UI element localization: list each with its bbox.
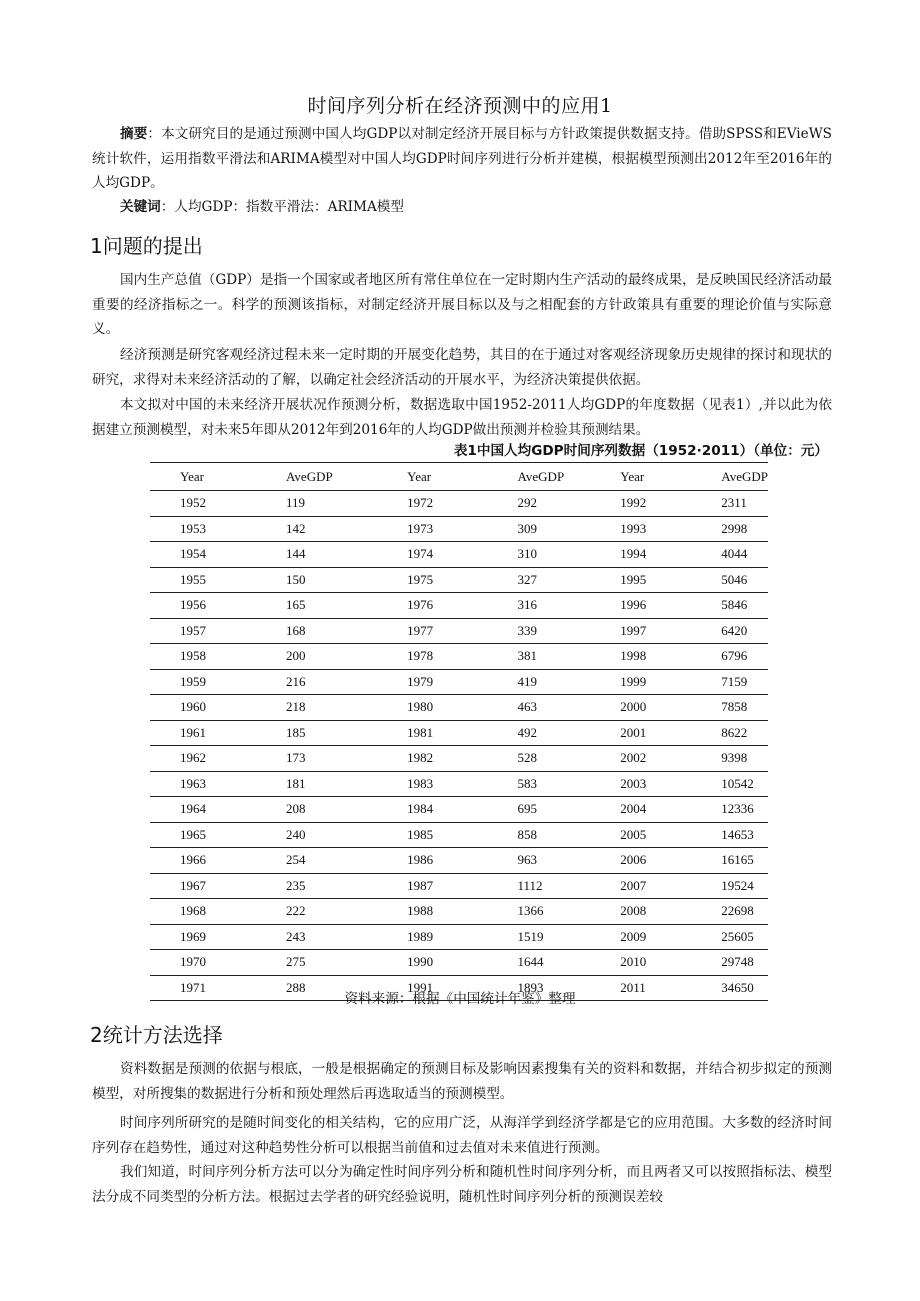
table-row [150,516,768,542]
gdp-cell: 222 [286,903,306,919]
table-header-row [150,463,768,491]
gdp-cell: 240 [286,826,306,842]
table-body [150,491,768,1001]
abstract [92,122,832,196]
gdp-cell: 463 [517,699,537,715]
gdp-cell: 1112 [517,877,543,893]
gdp-cell: 1366 [517,903,544,919]
gdp-cell: 10542 [721,775,754,791]
year-cell: 2005 [620,826,647,842]
gdp-cell: 14653 [721,826,754,842]
gdp-cell: 292 [517,495,537,511]
year-cell: 2001 [620,724,647,740]
table-row [150,848,768,874]
section-1-heading: 1问题的提出 [90,234,203,258]
year-cell: 1973 [407,520,434,536]
year-cell: 1991 [407,979,434,995]
year-cell: 1952 [180,495,206,511]
table-source-note: 资料来源：根据《中国统计年鉴》整理 [344,991,576,1007]
keywords-label: 关键词 [120,199,161,215]
table-row [150,746,768,772]
year-cell: 1995 [620,571,647,587]
gdp-cell: 12336 [721,801,754,817]
table-row [150,720,768,746]
gdp-cell: 119 [286,495,306,511]
year-cell: 1964 [180,801,206,817]
year-cell: 1976 [407,597,434,613]
year-cell: 1984 [407,801,434,817]
gdp-cell: 144 [286,546,306,562]
section-2-heading: 2统计方法选择 [90,1023,223,1047]
year-cell: 1978 [407,648,434,664]
gdp-cell: 9398 [721,750,748,766]
year-cell: 1957 [180,622,206,638]
table-row [150,950,768,976]
year-cell: 1969 [180,928,206,944]
year-cell: 1979 [407,673,434,689]
gdp-cell: 218 [286,699,306,715]
gdp-cell: 150 [286,571,306,587]
gdp-cell: 254 [286,852,306,868]
gdp-cell: 1893 [517,979,544,995]
year-cell: 2006 [620,852,647,868]
section-1-paragraph-1: 国内生产总值（GDP）是指一个国家或者地区所有常住单位在一定时期内生产活动的最终成果，是反映国民经济活动最重要的经济指标之一。科学的预测该指标，对制定经济开展目标以及与之相配套的方针政策具有重要的理论价值与实际意义。 [92,272,832,337]
table-row [150,618,768,644]
year-cell: 2009 [620,928,647,944]
year-cell: 1998 [620,648,647,664]
year-cell: 1997 [620,622,647,638]
year-cell: 1967 [180,877,206,893]
abstract-text: ：本文研究目的是通过预测中国人均GDP以对制定经济开展目标与方针政策提供数据支持。借助SPSS和EVieWS统计软件，运用指数平滑法和ARIMA模型对中国人均GDP时间序列进行分析并建模，根据模型预测出2012年至2016年的人均GDP。 [92,126,832,191]
paper-title: 时间序列分析在经济预测中的应用1 [307,95,613,117]
table-caption: 表1中国人均GDP时间序列数据（1952·2011）（单位：元） [453,443,828,459]
year-cell: 1993 [620,520,647,536]
keywords [92,195,832,220]
column-header: AveGDP [517,468,565,484]
year-cell: 2003 [620,775,647,791]
gdp-cell: 339 [517,622,537,638]
gdp-cell: 583 [517,775,537,791]
gdp-cell: 492 [517,724,537,740]
gdp-cell: 310 [517,546,537,562]
year-cell: 1960 [180,699,206,715]
gdp-cell: 16165 [721,852,754,868]
gdp-cell: 19524 [721,877,754,893]
gdp-cell: 22698 [721,903,754,919]
gdp-cell: 243 [286,928,306,944]
year-cell: 1999 [620,673,647,689]
year-cell: 1981 [407,724,434,740]
year-cell: 1989 [407,928,434,944]
section-2-paragraph-2: 时间序列所研究的是随时间变化的相关结构，它的应用广泛，从海洋学到经济学都是它的应用范围。大多数的经济时间序列存在趋势性，通过对这种趋势性分析可以根据当前值和过去值对未来值进行预测。 [92,1115,832,1156]
abstract-label: 摘要 [120,126,148,142]
gdp-cell: 381 [517,648,537,664]
gdp-cell: 7858 [721,699,748,715]
table-row [150,669,768,695]
section-1-paragraph-3: 本文拟对中国的未来经济开展状况作预测分析，数据选取中国1952-2011人均GDP的年度数据（见表1）,并以此为依据建立预测模型，对未来5年即从2012年到2016年的人均GDP做出预测并检验其预测结果。 [92,397,832,438]
gdp-cell: 288 [286,979,306,995]
section-2-paragraph-3: 我们知道，时间序列分析方法可以分为确定性时间序列分析和随机性时间序列分析，而且两者又可以按照指标法、模型法分成不同类型的分析方法。根据过去学者的研究经验说明，随机性时间序列分析的预测误差较 [92,1164,832,1205]
year-cell: 1980 [407,699,434,715]
year-cell: 1968 [180,903,206,919]
year-cell: 1992 [620,495,647,511]
gdp-cell: 25605 [721,928,754,944]
table-row [150,899,768,925]
table-row [150,593,768,619]
year-cell: 1990 [407,954,434,970]
gdp-cell: 173 [286,750,306,766]
gdp-cell: 858 [517,826,537,842]
year-cell: 2011 [620,979,646,995]
year-cell: 2010 [620,954,647,970]
table-row [150,873,768,899]
table-row [150,924,768,950]
table-row [150,797,768,823]
table-row [150,644,768,670]
gdp-cell: 275 [286,954,306,970]
section-1-paragraph-2: 经济预测是研究客观经济过程未来一定时期的开展变化趋势，其目的在于通过对客观经济现象历史规律的探讨和现状的研究，求得对未来经济活动的了解，以确定社会经济活动的开展水平，为经济决策提供依据。 [92,347,832,388]
table-row [150,491,768,517]
gdp-cell: 419 [517,673,537,689]
gdp-cell: 6796 [721,648,748,664]
year-cell: 2008 [620,903,647,919]
year-cell: 1983 [407,775,434,791]
year-cell: 2004 [620,801,647,817]
year-cell: 1972 [407,495,434,511]
year-cell: 1971 [180,979,206,995]
gdp-cell: 235 [286,877,306,893]
year-cell: 1966 [180,852,206,868]
year-cell: 1987 [407,877,434,893]
year-cell: 1974 [407,546,434,562]
year-cell: 2000 [620,699,647,715]
gdp-table [150,462,768,1001]
year-cell: 1954 [180,546,206,562]
year-cell: 1961 [180,724,206,740]
gdp-cell: 34650 [721,979,754,995]
gdp-cell: 327 [517,571,537,587]
gdp-cell: 142 [286,520,306,536]
year-cell: 2007 [620,877,647,893]
gdp-cell: 181 [286,775,306,791]
gdp-cell: 695 [517,801,537,817]
gdp-cell: 2311 [721,495,747,511]
year-cell: 1986 [407,852,434,868]
gdp-cell: 165 [286,597,306,613]
gdp-cell: 1519 [517,928,544,944]
gdp-cell: 6420 [721,622,748,638]
year-cell: 1996 [620,597,647,613]
year-cell: 1970 [180,954,206,970]
gdp-cell: 216 [286,673,306,689]
table-row [150,822,768,848]
gdp-cell: 1644 [517,954,544,970]
gdp-cell: 5846 [721,597,748,613]
year-cell: 1953 [180,520,206,536]
year-cell: 1985 [407,826,434,842]
year-cell: 2002 [620,750,647,766]
column-header: AveGDP [721,468,768,484]
year-cell: 1958 [180,648,206,664]
gdp-cell: 316 [517,597,537,613]
year-cell: 1977 [407,622,434,638]
gdp-cell: 168 [286,622,306,638]
gdp-cell: 528 [517,750,537,766]
year-cell: 1962 [180,750,206,766]
table-row [150,567,768,593]
gdp-cell: 208 [286,801,306,817]
gdp-cell: 7159 [721,673,748,689]
gdp-cell: 2998 [721,520,748,536]
column-header: Year [180,468,204,484]
year-cell: 1982 [407,750,434,766]
year-cell: 1965 [180,826,206,842]
gdp-cell: 4044 [721,546,748,562]
year-cell: 1955 [180,571,206,587]
gdp-cell: 8622 [721,724,748,740]
gdp-cell: 185 [286,724,306,740]
table-row [150,771,768,797]
year-cell: 1994 [620,546,647,562]
column-header: AveGDP [286,468,333,484]
gdp-table-container [150,462,768,1001]
gdp-cell: 963 [517,852,537,868]
gdp-cell: 5046 [721,571,748,587]
gdp-cell: 200 [286,648,306,664]
section-2-paragraph-1: 资料数据是预测的依据与根底，一般是根据确定的预测目标及影响因素搜集有关的资料和数据，并结合初步拟定的预测模型，对所搜集的数据进行分析和预处理然后再选取适当的预测模型。 [92,1061,832,1102]
year-cell: 1988 [407,903,434,919]
year-cell: 1963 [180,775,206,791]
year-cell: 1956 [180,597,206,613]
year-cell: 1975 [407,571,434,587]
gdp-cell: 309 [517,520,537,536]
column-header: Year [620,468,645,484]
keywords-text: ：人均GDP：指数平滑法：ARIMA模型 [160,199,404,215]
year-cell: 1959 [180,673,206,689]
column-header: Year [407,468,432,484]
gdp-cell: 29748 [721,954,754,970]
table-row [150,695,768,721]
table-row [150,542,768,568]
